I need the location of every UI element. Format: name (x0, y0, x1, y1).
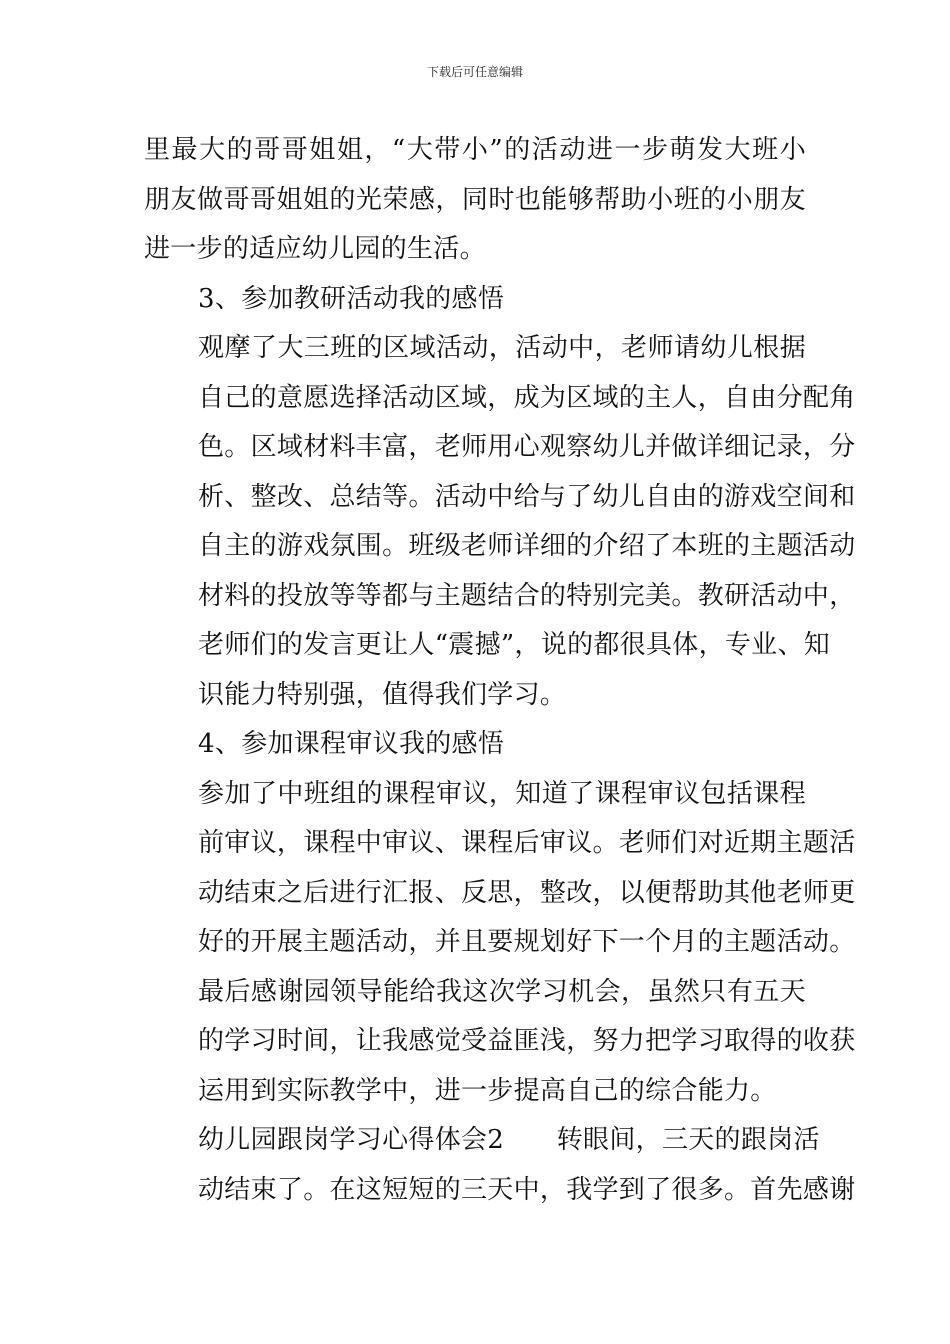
text-line: 材料的投放等等都与主题结合的特别完美。教研活动中， (198, 580, 856, 611)
text-line: 4、参加课程审议我的感悟 (198, 729, 505, 759)
paragraph-research-activity (144, 324, 856, 720)
text-line: 朋友做哥哥姐姐的光荣感，同时也能够帮助小班的小朋友 (144, 184, 806, 215)
text-line: 3、参加教研活动我的感悟 (198, 283, 505, 314)
text-line: 自主的游戏氛围。班级老师详细的介绍了本班的主题活动 (198, 531, 856, 561)
text-line: 前审议，课程中审议、课程后审议。老师们对近期主题活 (198, 828, 856, 858)
text-line: 自己的意愿选择活动区域，成为区域的主人，自由分配角 (198, 382, 856, 413)
text-line: 好的开展主题活动，并且要规划好下一个月的主题活动。 (198, 927, 856, 957)
text-line: 动结束之后进行汇报、反思，整改，以便帮助其他老师更 (198, 877, 856, 908)
section-heading-4 (144, 720, 806, 770)
text-line: 色。区域材料丰富，老师用心观察幼儿并做详细记录，分 (198, 432, 856, 462)
text-line: 老师们的发言更让人“震撼”，说的都很具体，专业、知 (198, 630, 831, 660)
text-line: 动结束了。在这短短的三天中，我学到了很多。首先感谢 (198, 1174, 856, 1205)
text-line: 幼儿园跟岗学习心得体会2 转眼间，三天的跟岗活 (198, 1125, 820, 1155)
text-line: 里最大的哥哥姐姐，“大带小”的活动进一步萌发大班小 (144, 135, 806, 165)
text-line: 观摩了大三班的区域活动，活动中，老师请幼儿根据 (198, 333, 806, 363)
text-line: 运用到实际教学中，进一步提高自己的综合能力。 (198, 1075, 777, 1106)
text-line: 最后感谢园领导能给我这次学习机会，虽然只有五天 (198, 976, 806, 1007)
document-body (144, 126, 856, 1215)
paragraph-experience-2 (144, 1116, 856, 1215)
page-header: 下载后可任意编辑 (426, 65, 523, 79)
text-line: 的学习时间，让我感觉受益匪浅，努力把学习取得的收获 (198, 1026, 856, 1056)
text-line: 析、整改、总结等。活动中给与了幼儿自由的游戏空间和 (198, 481, 856, 512)
text-line: 进一步的适应幼儿园的生活。 (144, 234, 486, 264)
section-heading-3 (144, 275, 806, 325)
paragraph-thanks (144, 968, 856, 1117)
text-line: 识能力特别强，值得我们学习。 (198, 679, 567, 710)
text-line: 参加了中班组的课程审议，知道了课程审议包括课程 (198, 778, 806, 809)
paragraph-curriculum-review (144, 770, 856, 968)
paragraph-continuation (144, 126, 806, 275)
